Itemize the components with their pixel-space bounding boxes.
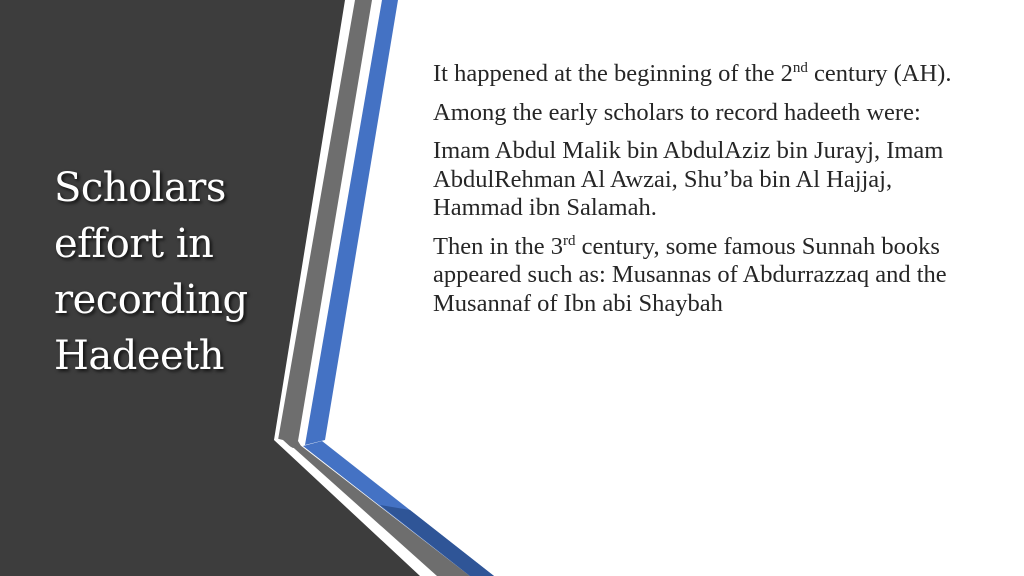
title-line: Hadeeth bbox=[54, 333, 225, 379]
paragraph-text: century, some famous Sunnah books appeared such as: Musannas of Abdurrazzaq and the Musannaf of Ibn abi Shaybah bbox=[433, 232, 947, 317]
paragraph-text: It happened at the beginning of the 2 bbox=[433, 60, 793, 87]
superscript-ordinal: rd bbox=[562, 232, 576, 249]
paragraph-text: Then in the 3 bbox=[433, 232, 563, 260]
body-paragraph: Imam Abdul Malik bin AbdulAziz bin Jurayj, Imam AbdulRehman Al Awzai, Shu’ba bin Al Hajjaj, Hammad ibn Salamah. bbox=[433, 137, 944, 221]
title-line: effort in bbox=[54, 221, 214, 267]
superscript-ordinal: nd bbox=[792, 60, 808, 76]
title-line: Scholars bbox=[54, 165, 226, 211]
body-paragraph bbox=[433, 233, 973, 319]
slide-title bbox=[54, 160, 284, 384]
body-paragraph bbox=[433, 60, 973, 89]
title-line: recording bbox=[54, 277, 248, 323]
slide-body bbox=[433, 60, 973, 328]
body-paragraph: Among the early scholars to record hadeeth were: bbox=[433, 98, 921, 126]
paragraph-text: century (AH). bbox=[807, 60, 952, 87]
